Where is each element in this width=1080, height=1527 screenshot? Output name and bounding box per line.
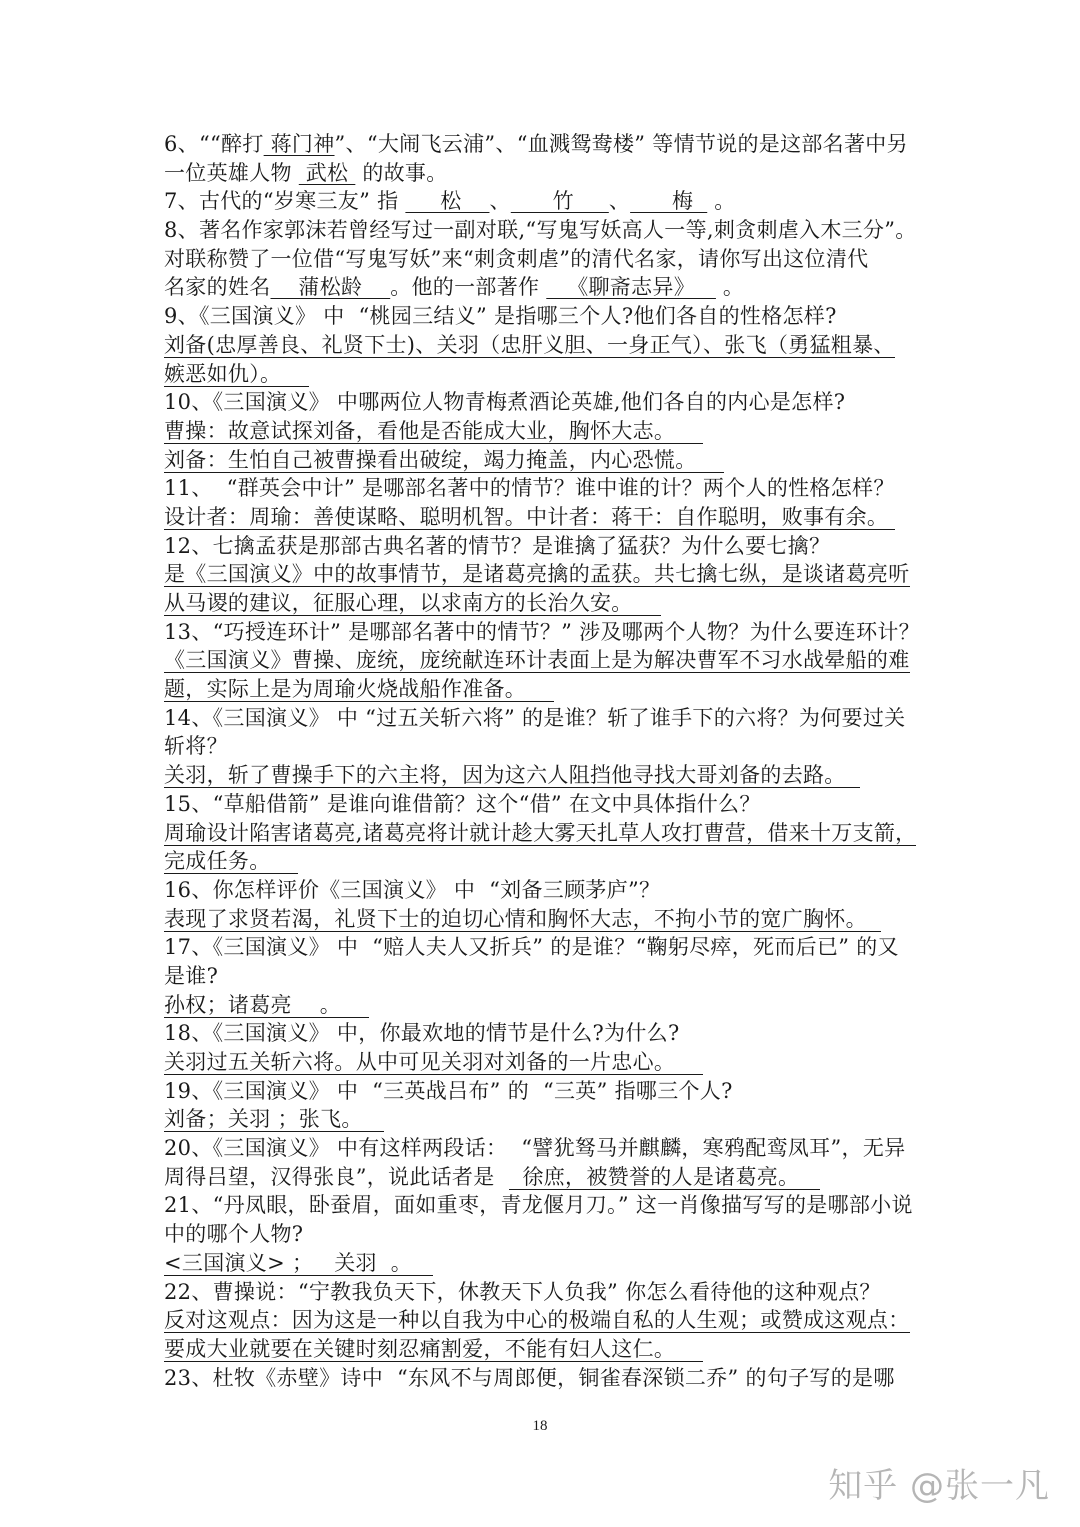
text-line — [164, 1105, 924, 1134]
text-line — [164, 790, 924, 819]
text-line — [164, 1249, 924, 1278]
text-line — [164, 1335, 924, 1364]
answer-text: 设计者：周瑜：善使谋略、聪明机智。中计者：蒋干：自作聪明，败事有余。 — [164, 504, 896, 529]
answer-text: 徐庶，被赞誉的人是诸葛亮。 — [508, 1164, 821, 1189]
text-line — [164, 360, 924, 389]
question-text: 18、《三国演义》 中，你最欢地的情节是什么?为什么? — [164, 1021, 680, 1046]
answer-text: 周瑜设计陷害诸葛亮,诸葛亮将计就计趁大雾天扎草人攻打曹营，借来十万支箭， — [164, 820, 917, 845]
question-text: 20、《三国演义》 中有这样两段话： “譬犹驽马并麒麟，寒鸦配鸾凤耳”，无异 — [164, 1136, 906, 1161]
text-line — [164, 1364, 924, 1393]
answer-text: 刘备(忠厚善良、礼贤下士)、关羽（忠肝义胆、一身正气）、张飞（勇猛粗暴、 — [164, 332, 895, 357]
text-line — [164, 933, 924, 962]
text-line — [164, 589, 924, 618]
document-body — [164, 130, 924, 1392]
text-line — [164, 646, 924, 675]
answer-text: 曹操：故意试探刘备，看他是否能成大业，胸怀大志。 — [164, 418, 704, 443]
text-line — [164, 1191, 924, 1220]
text-line — [164, 302, 924, 331]
question-text: 22、曹操说：“宁教我负天下，休教天下人负我” 你怎么看待他的这种观点？ — [164, 1279, 881, 1304]
answer-text: 从马谡的建议，征服心理，以求南方的长治久安。 — [164, 591, 661, 615]
question-text: 的故事。 — [355, 160, 448, 185]
text-line — [164, 876, 924, 905]
text-line — [164, 331, 924, 360]
answer-text: 表现了求贤若渴，礼贤下士的迫切心情和胸怀大志，不拘小节的宽广胸怀。 — [164, 906, 881, 931]
answer-text: 题，实际上是为周瑜火烧战船作准备。 — [164, 677, 554, 702]
question-text: 21、“丹凤眼，卧蚕眉，面如重枣，青龙偃月刀。” 这一肖像描写写的是哪部小说 — [164, 1193, 913, 1218]
filled-blank: 武松 — [298, 160, 356, 185]
question-text: 23、杜牧《赤壁》诗中 “东风不与周郎便，铜雀春深锁二乔” 的句子写的是哪 — [164, 1365, 895, 1390]
filled-blank: 松 — [405, 189, 490, 214]
answer-text: 刘备；关羽 ；张飞。 — [164, 1107, 384, 1132]
question-text: 19、《三国演义》 中 “三英战吕布” 的 “三英” 指哪三个人? — [164, 1078, 733, 1103]
text-line — [164, 503, 924, 532]
answer-text: 要成大业就要在关键时刻忍痛割爱，不能有妇人这仁。 — [164, 1336, 704, 1361]
text-line — [164, 216, 924, 245]
question-text: 9、《三国演义》 中 “桃园三结义” 是指哪三个人?他们各自的性格怎样? — [164, 304, 837, 329]
text-line — [164, 159, 924, 188]
question-text: 一位英雄人物 — [164, 160, 299, 185]
answer-text: 完成任务。 — [164, 849, 299, 874]
question-text: 6、“ — [164, 132, 210, 156]
text-line — [164, 245, 924, 274]
text-line — [164, 1048, 924, 1077]
question-text: 。 — [715, 275, 745, 300]
question-text: 8、著名作家郭沫若曾经写过一副对联,“写鬼写妖高人一等,刺贪刺虐入木三分”。 — [164, 218, 917, 243]
question-text: 是谁? — [164, 963, 219, 988]
question-text: 。 — [707, 189, 736, 214]
question-text: 14、《三国演义》 中 “过五关斩六将” 的是谁？斩了谁手下的六将？为何要过关 — [164, 705, 906, 730]
text-line — [164, 1220, 924, 1249]
text-line — [164, 417, 924, 446]
answer-text: 关羽过五关斩六将。从中可见关羽对刘备的一片忠心。 — [164, 1050, 704, 1074]
answer-text: 关羽，斩了曹操手下的六主将，因为这六人阻挡他寻找大哥刘备的去路。 — [164, 763, 860, 788]
question-text: “醉打 — [210, 132, 264, 156]
text-line — [164, 1163, 924, 1192]
text-line — [164, 1134, 924, 1163]
text-line — [164, 532, 924, 561]
text-line — [164, 1278, 924, 1307]
question-text: 对联称赞了一位借“写鬼写妖”来“刺贪刺虐”的清代名家，请你写出这位清代 — [164, 246, 869, 271]
question-text: 7、古代的“岁寒三友” 指 — [164, 189, 406, 214]
answer-text: 反对这观点：因为这是一种以自我为中心的极端自私的人生观；或赞成这观点： — [164, 1308, 910, 1333]
filled-blank: 竹 — [510, 189, 609, 214]
answer-text: 《三国演义》曹操、庞统，庞统献连环计表面上是为解决曹军不习水战晕船的难 — [164, 648, 910, 673]
answer-text: 刘备：生怕自己被曹操看出破绽，竭力掩盖，内心恐慌。 — [164, 447, 725, 472]
text-line — [164, 446, 924, 475]
text-line — [164, 732, 924, 761]
filled-blank: 梅 — [630, 189, 708, 214]
text-line — [164, 761, 924, 790]
text-line — [164, 962, 924, 991]
text-line — [164, 1019, 924, 1048]
question-text: ”、“大闹飞云浦”、“血溅鸳鸯楼” 等情节说的是这部名著中另 — [334, 132, 908, 156]
filled-blank: 蒲松龄 — [270, 275, 391, 300]
text-line — [164, 819, 924, 848]
question-text: 、 — [608, 189, 631, 214]
question-text: 12、七擒孟获是那部古典名著的情节？是谁擒了猛获？为什么要七擒？ — [164, 533, 831, 558]
question-text: 16、你怎样评价《三国演义》 中 “刘备三顾茅庐”？ — [164, 877, 661, 902]
text-line — [164, 474, 924, 503]
text-line — [164, 1077, 924, 1106]
answer-text: <三国演义> ； 关羽 。 — [164, 1250, 433, 1275]
question-text: 。他的一部著作 — [390, 275, 547, 300]
text-line — [164, 847, 924, 876]
text-line — [164, 991, 924, 1020]
text-line — [164, 560, 924, 589]
question-text: 周得吕望，汉得张良”，说此话者是 — [164, 1164, 509, 1189]
text-line — [164, 675, 924, 704]
question-text: 11、 “群英会中计” 是哪部名著中的情节？谁中谁的计？两个人的性格怎样？ — [164, 476, 895, 501]
answer-text: 是《三国演义》中的故事情节，是诸葛亮擒的孟获。共七擒七纵，是谈诸葛亮听 — [164, 562, 910, 587]
question-text: 15、“草船借箭” 是谁向谁借箭？这个“借” 在文中具体指什么？ — [164, 791, 761, 816]
watermark: 知乎 @张一凡 — [828, 1466, 1050, 1506]
text-line — [164, 273, 924, 302]
question-text: 17、《三国演义》 中 “赔人夫人又折兵” 的是谁？“鞠躬尽瘁，死而后已” 的又 — [164, 935, 899, 960]
text-line — [164, 187, 924, 216]
filled-blank: 《聊斋志异》 — [546, 275, 716, 300]
question-text: 、 — [489, 189, 511, 214]
text-line — [164, 704, 924, 733]
text-line — [164, 618, 924, 647]
text-line — [164, 1306, 924, 1335]
text-line — [164, 388, 924, 417]
question-text: 名家的姓名 — [164, 275, 271, 300]
text-line — [164, 905, 924, 934]
answer-text: 嫉恶如仇）。 — [164, 361, 310, 386]
filled-blank: 蒋门神 — [263, 132, 335, 156]
question-text: 中的哪个人物? — [164, 1222, 304, 1247]
text-line — [164, 130, 924, 159]
question-text: 斩将？ — [164, 734, 228, 759]
answer-text: 孙权；诸葛亮 。 — [164, 992, 369, 1017]
page-number: 18 — [532, 1418, 548, 1434]
question-text: 10、《三国演义》 中哪两位人物青梅煮酒论英雄,他们各自的内心是怎样? — [164, 390, 846, 415]
question-text: 13、“巧授连环计” 是哪部名著中的情节？” 涉及哪两个人物？为什么要连环计？ — [164, 619, 920, 644]
